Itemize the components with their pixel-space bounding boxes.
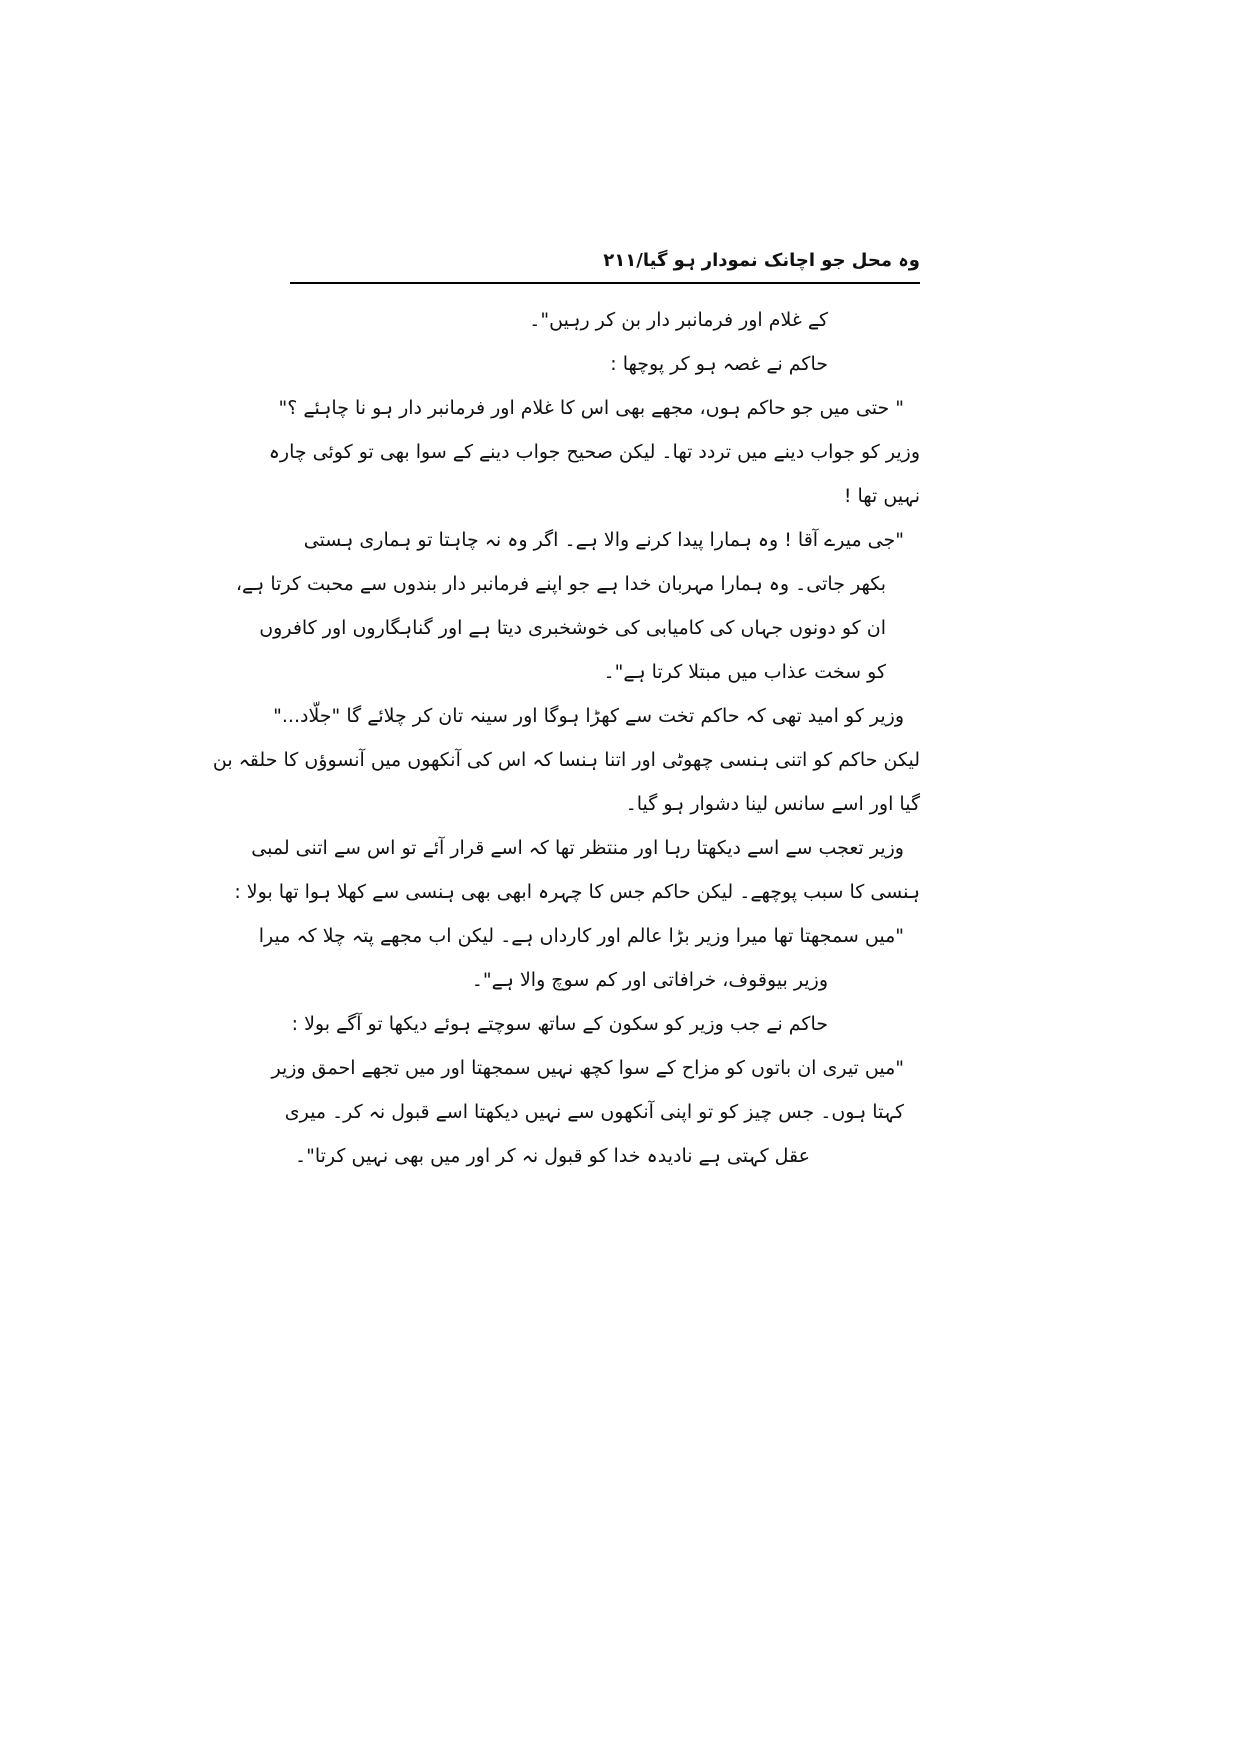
text-line: " حتی میں جو حاکم ہوں، مجھے بھی اس کا غلام اور فرمانبر دار ہو نا چاہئے ؟" [278, 397, 904, 419]
header-rule [290, 282, 920, 284]
text-line: لیکن حاکم کو اتنی ہنسی چھوٹی اور اتنا ہنسا کہ اس کی آنکھوں میں آنسوؤں کا حلقہ بن [212, 749, 920, 771]
text-line: نہیں تھا ! [843, 485, 920, 507]
text-line: ان کو دونوں جہاں کی کامیابی کی خوشخبری دیتا ہے اور گناہگاروں اور کافروں [259, 617, 886, 639]
text-line: گیا اور اسے سانس لینا دشوار ہو گیا۔ [625, 793, 920, 815]
text-line: وزیر تعجب سے اسے دیکھتا رہا اور منتظر تھا کہ اسے قرار آئے تو اس سے اتنی لمبی [251, 837, 904, 859]
text-line: وزیر کو جواب دینے میں تردد تھا۔ لیکن صحیح جواب دینے کے سوا بھی تو کوئی چارہ [268, 441, 920, 463]
text-line: "میں تیری ان باتوں کو مزاح کے سوا کچھ نہیں سمجھتا اور میں تجھے احمق وزیر [271, 1057, 904, 1079]
text-line: وزیر بیوقوف، خرافاتی اور کم سوچ والا ہے"۔ [471, 969, 828, 991]
text-line: کہتا ہوں۔ جس چیز کو تو اپنی آنکھوں سے نہیں دیکھتا اسے قبول نہ کر۔ میری [284, 1101, 904, 1123]
page-header [290, 210, 920, 286]
running-title: وہ محل جو اچانک نمودار ہو گیا/۲۱۱ [603, 250, 920, 271]
text-line: "جی میرے آقا ! وہ ہمارا پیدا کرنے والا ہے۔ اگر وہ نہ چاہتا تو ہماری ہستی [303, 529, 904, 551]
text-line: کو سخت عذاب میں مبتلا کرتا ہے"۔ [603, 661, 886, 683]
body-text [212, 298, 920, 1178]
text-line: وزیر کو امید تھی کہ حاکم تخت سے کھڑا ہوگا اور سینہ تان کر چلائے گا "جلّاد..." [273, 705, 904, 727]
text-line: حاکم نے غصہ ہو کر پوچھا : [610, 353, 828, 375]
text-line: ہنسی کا سبب پوچھے۔ لیکن حاکم جس کا چہرہ ابھی بھی ہنسی سے کھلا ہوا تھا بولا : [234, 881, 920, 903]
text-line: "میں سمجھتا تھا میرا وزیر بڑا عالم اور کارداں ہے۔ لیکن اب مجھے پتہ چلا کہ میرا [258, 925, 904, 947]
text-line: بکھر جاتی۔ وہ ہمارا مہربان خدا ہے جو اپنے فرمانبر دار بندوں سے محبت کرتا ہے، [235, 573, 886, 595]
text-line: کے غلام اور فرمانبر دار بن کر رہیں"۔ [529, 309, 828, 331]
text-line: عقل کہتی ہے نادیدہ خدا کو قبول نہ کر اور میں بھی نہیں کرتا"۔ [294, 1145, 810, 1167]
text-line: حاکم نے جب وزیر کو سکون کے ساتھ سوچتے ہوئے دیکھا تو آگے بولا : [291, 1013, 828, 1035]
